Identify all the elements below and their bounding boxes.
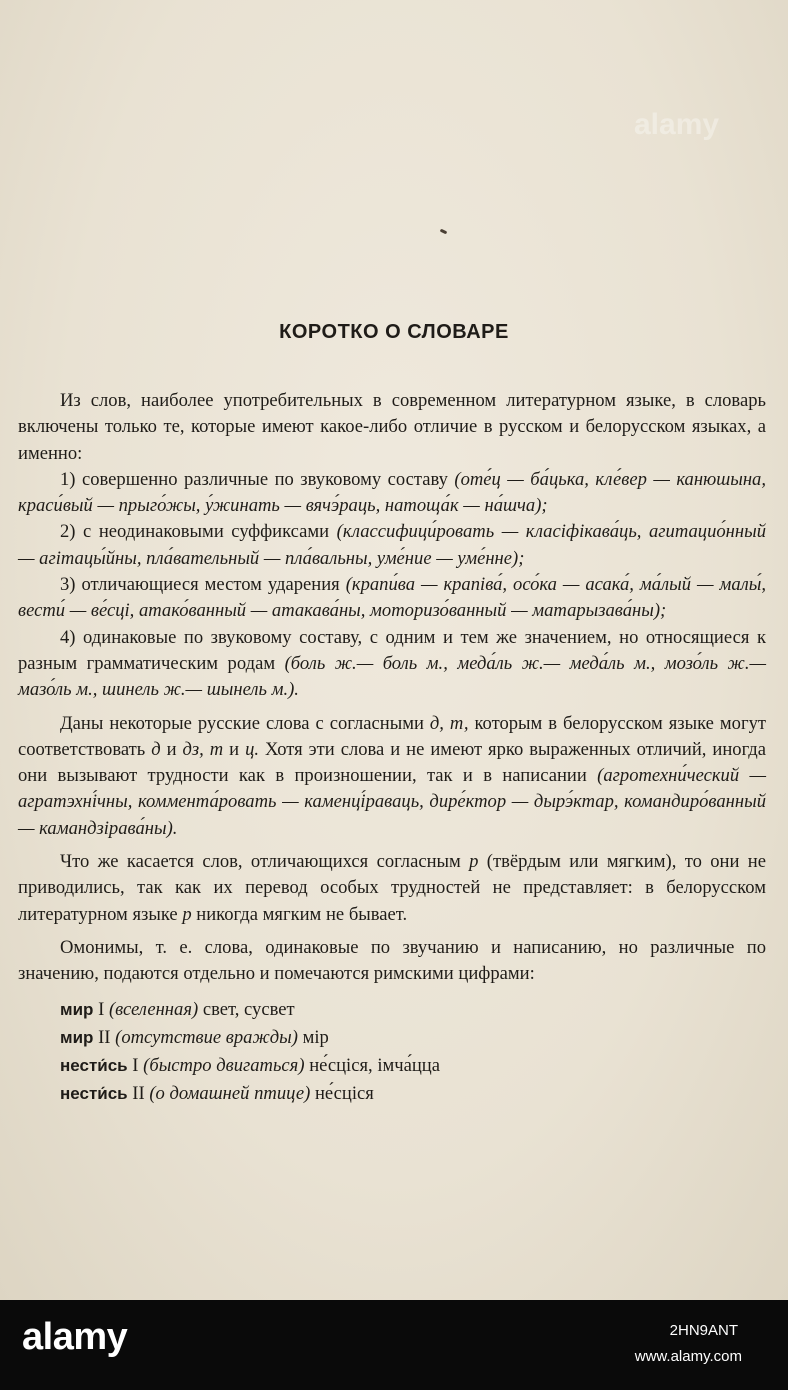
roman-numeral: II: [132, 1082, 145, 1104]
gloss: (о домашней птице): [149, 1082, 311, 1104]
example-line: [60, 1024, 766, 1052]
paragraph-text: Из слов, наиболее употребительных в современном литературном языке, в словарь включены только те, которые имеют какое-либо отличие в русском и белорусском языках, а именно:: [18, 390, 766, 464]
paragraph: [18, 625, 766, 704]
paragraph-text: никогда мягким не бывает.: [191, 903, 408, 925]
paragraph: [18, 572, 766, 625]
stock-footer-bar: [0, 1300, 788, 1390]
translation: не́сціся, імча́цца: [309, 1054, 441, 1076]
gloss: (быстро двигаться): [143, 1054, 305, 1076]
paragraph-text: 3) отличающиеся местом ударения: [60, 574, 346, 596]
italic-example-text: р: [182, 903, 192, 925]
italic-example-text: ц.: [245, 738, 260, 760]
example-line: [60, 1052, 766, 1080]
paragraph: [18, 849, 766, 928]
paragraphs: [18, 388, 766, 988]
italic-example-text: (крапи́ва — крапіва́, осо́ка — асака́, ма́лый — малы́, вести́ — ве́сці, атако́ванный — атакава́ны, моторизо́ванный — матарызава́ны);: [18, 574, 766, 622]
example-line: [60, 996, 766, 1024]
paragraph-text: Омонимы, т. е. слова, одинаковые по звучанию и написанию, но различные по значению, подаются отдельно и помечаются римскими цифрами:: [18, 936, 766, 985]
italic-example-text: р: [469, 851, 479, 873]
paragraph-text: Что же касается слов, отличающихся согласным: [60, 851, 470, 873]
italic-example-text: (классифици́ровать — класіфікава́ць, агитацио́нный — агітацы́йны, пла́вательный — пла́вальны, уме́ние — уме́нне);: [18, 521, 767, 569]
paper-speck: [440, 229, 448, 235]
headword: мир: [60, 1027, 94, 1047]
alamy-logo: alamy: [22, 1316, 128, 1358]
paragraph-text: 1) совершенно различные по звуковому составу: [60, 468, 455, 490]
italic-example-text: (оте́ц — ба́цька, кле́вер — канюшына, краси́вый — прыго́жы, у́жинать — вячэ́раць, натоща́к — на́шча);: [18, 468, 766, 517]
paragraph: [18, 935, 766, 988]
page-title: КОРОТКО О СЛОВАРЕ: [279, 321, 509, 343]
italic-example-text: (агротехни́ческий — агратэхні́чны, коммента́ровать — каменці́раваць, дире́ктор — дырэ́ктар, командиро́ванный — камандзірава́ны).: [18, 765, 767, 839]
paragraph-text: Даны некоторые русские слова с согласными: [60, 712, 430, 734]
example-line: [60, 1080, 766, 1108]
paragraph-text: и: [160, 738, 183, 760]
image-id: 2HN9ANT: [669, 1322, 738, 1339]
headword: мир: [60, 999, 94, 1019]
roman-numeral: II: [98, 1026, 111, 1048]
paragraph-text: Хотя эти слова и не имеют ярко выраженных отличий, иногда они вызывают трудности как в произношении, так и в написании: [18, 738, 766, 787]
italic-example-text: дз, т: [182, 738, 224, 760]
italic-example-text: д: [151, 738, 161, 760]
paragraph: [18, 467, 766, 520]
translation: мір: [302, 1026, 329, 1048]
translation: свет, сусвет: [202, 998, 295, 1020]
italic-example-text: (боль ж.— боль м., меда́ль ж.— меда́ль м., мозо́ль ж.— мазо́ль м., шинель ж.— шынель м.).: [18, 652, 766, 701]
gloss: (отсутствие вражды): [115, 1026, 298, 1048]
italic-example-text: д, т,: [429, 712, 469, 734]
headword: нести́сь: [60, 1055, 128, 1075]
paragraph: [18, 519, 766, 572]
paragraph-text: и: [223, 738, 246, 760]
body-text: [18, 388, 766, 1108]
homonym-examples: [60, 996, 766, 1108]
paragraph: [18, 711, 766, 842]
roman-numeral: I: [98, 998, 105, 1020]
paragraph-text: которым в белорусском языке могут соответствовать: [18, 712, 766, 760]
roman-numeral: I: [132, 1054, 139, 1076]
paragraph: [18, 388, 766, 467]
paragraph-text: 2) с неодинаковыми суффиксами: [60, 521, 337, 543]
paragraph-text: 4) одинаковые по звуковому составу, с одним и тем же значением, но относящиеся к разным грамматическим родам: [18, 626, 766, 674]
site-url: www.alamy.com: [634, 1348, 742, 1365]
paragraph-text: (твёрдым или мягким), то они не приводились, так как их перевод особых трудностей не представляет: в белорусском литературном языке: [18, 851, 766, 925]
headword: нести́сь: [60, 1083, 128, 1103]
gloss: (вселенная): [108, 998, 199, 1020]
translation: не́сціся: [314, 1082, 374, 1104]
watermark-logo: alamy: [634, 108, 720, 141]
